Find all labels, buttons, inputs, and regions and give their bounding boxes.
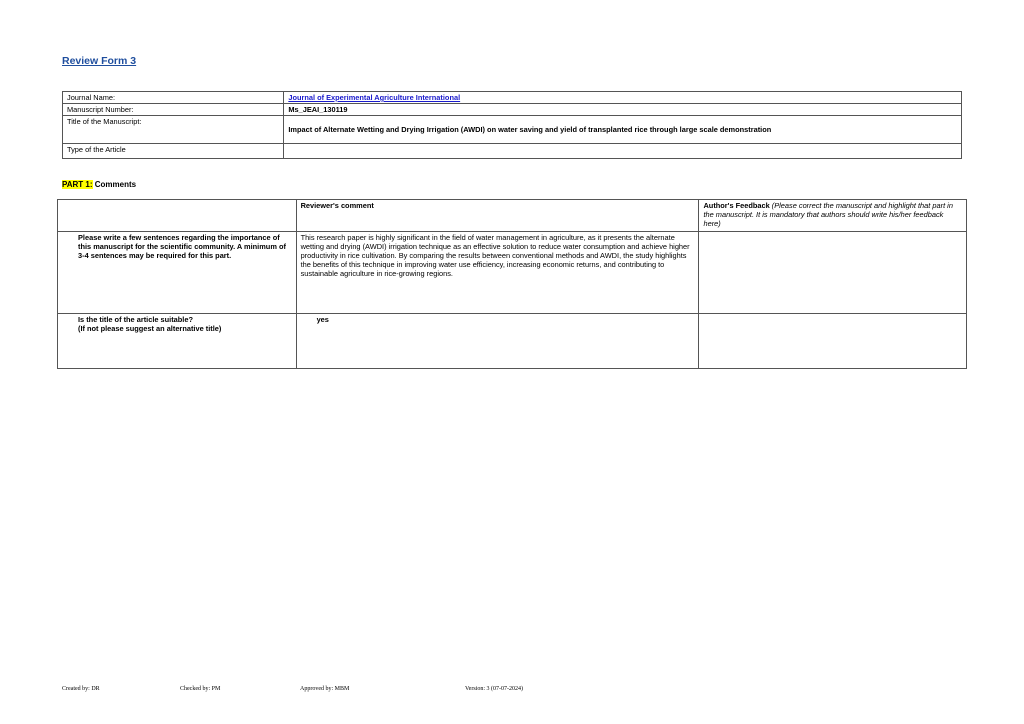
article-type-value	[284, 144, 962, 159]
importance-reviewer-comment: This research paper is highly significant in the field of water management in agriculture, as it presents the alternate wetting and drying (AWDI) irrigation technique as an effective solution to reduce water consumption and achieve higher productivity in rice cultivation. By comparing the results between conventional methods and AWDI, the study highlights the benefits of this technique in improving water use efficiency, increasing economic returns, and contributing to sustainable agriculture in rice-growing regions.	[296, 232, 699, 314]
footer-created-by: Created by: DR	[62, 686, 100, 692]
table-row	[58, 232, 967, 314]
manuscript-title-row	[63, 116, 962, 144]
manuscript-title-label: Title of the Manuscript:	[63, 116, 284, 144]
title-reviewer-comment: yes	[296, 314, 699, 369]
manuscript-number-row	[63, 104, 962, 116]
manuscript-title-value: Impact of Alternate Wetting and Drying Irrigation (AWDI) on water saving and yield of transplanted rice through large scale demonstration	[284, 116, 962, 144]
footer-version: Version: 3 (07-07-2024)	[465, 686, 523, 692]
part1-comments-label: Comments	[92, 180, 137, 189]
header-empty-cell	[58, 200, 297, 232]
footer-checked-by: Checked by: PM	[180, 686, 221, 692]
article-type-label: Type of the Article	[63, 144, 284, 159]
reviewer-comment-header: Reviewer's comment	[296, 200, 699, 232]
article-type-row	[63, 144, 962, 159]
manuscript-number-value: Ms_JEAI_130119	[284, 104, 962, 116]
form-title: Review Form 3	[62, 55, 137, 67]
journal-row	[63, 92, 962, 104]
importance-author-feedback[interactable]	[699, 232, 967, 314]
title-question-line2: (If not please suggest an alternative title)	[78, 324, 222, 333]
importance-question: Please write a few sentences regarding the importance of this manuscript for the scientific community. A minimum of 3-4 sentences may be required for this part.	[58, 232, 297, 314]
title-suitability-question	[58, 314, 297, 369]
author-feedback-header	[699, 200, 967, 232]
part1-label: PART 1:	[62, 180, 93, 189]
journal-link[interactable]: Journal of Experimental Agriculture International	[288, 93, 461, 102]
table-row	[58, 314, 967, 369]
comments-header-row	[58, 200, 967, 232]
journal-label: Journal Name:	[63, 92, 284, 104]
title-question-line1: Is the title of the article suitable?	[78, 315, 193, 324]
author-feedback-header-note: (Please correct the manuscript and highlight that part in the manuscript. It is mandatory that authors should write his/her feedback here)	[703, 201, 953, 228]
author-feedback-header-title: Author's Feedback	[703, 201, 770, 210]
footer-approved-by: Approved by: MBM	[300, 686, 350, 692]
manuscript-info-table	[62, 91, 962, 159]
manuscript-number-label: Manuscript Number:	[63, 104, 284, 116]
comments-table	[57, 199, 967, 369]
part1-heading	[62, 180, 136, 189]
title-author-feedback[interactable]	[699, 314, 967, 369]
